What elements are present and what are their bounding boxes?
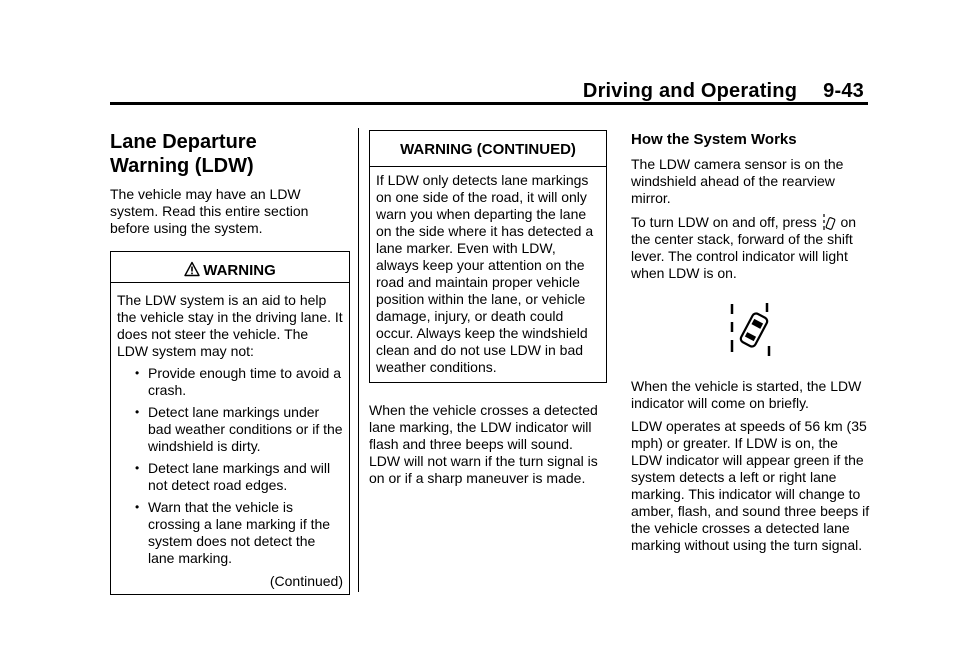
list-item: • Detect lane markings under bad weather conditions or if the windshield is dirty. — [117, 404, 343, 455]
column-middle — [369, 130, 607, 487]
toggle-paragraph — [631, 213, 871, 282]
section-title — [110, 130, 350, 178]
list-item: • Detect lane markings and will not detect road edges. — [117, 460, 343, 494]
startup-paragraph: When the vehicle is started, the LDW indicator will come on briefly. — [631, 378, 862, 411]
column-left — [110, 130, 350, 595]
camera-sensor-paragraph: The LDW camera sensor is on the windshield ahead of the rearview mirror. — [631, 156, 844, 206]
section-title-line1: Lane Departure — [110, 131, 257, 153]
ldw-button-icon — [822, 213, 836, 231]
column-right — [631, 130, 871, 554]
lane-crossing-paragraph: When the vehicle crosses a detected lane marking, the LDW indicator will flash and three beeps will sound. LDW will not warn if the turn signal is on or if a sharp maneuver is made. — [369, 402, 598, 486]
header-section: Driving and Operating — [582, 80, 798, 102]
warning-continued-body: If LDW only detects lane markings on one side of the road, it will only warn you when departing the lane on the side where it has detected a lane marker. Even with LDW, always keep your attention on the road and maintain proper vehicle position within the lane, or vehicle damage, injury, or death could occur. Always keep the windshield clean and do not use LDW in bad weather conditions. — [376, 172, 594, 375]
toggle-text-before: To turn LDW on and off, press — [631, 214, 821, 230]
toggle-text-after: on the center stack, forward of the shift lever. The control indicator will light when LDW is on. — [631, 214, 857, 281]
warning-list — [117, 365, 343, 567]
header-page-number: 9-43 — [823, 80, 864, 102]
warning-triangle-icon — [184, 261, 200, 277]
header-rule — [110, 102, 868, 105]
operation-paragraph: LDW operates at speeds of 56 km (35 mph) or greater. If LDW is on, the LDW indicator will appear green if the system detects a left or right lane marking. This indicator will change to amber, flash, and sound three beeps if the vehicle crosses a detected lane marking without using the turn signal. — [631, 418, 870, 553]
list-item: • Warn that the vehicle is crossing a lane marking if the system does not detect the lane marking. — [117, 499, 343, 567]
warning-header — [111, 252, 349, 283]
warning-text: The LDW system is an aid to help the vehicle stay in the driving lane. It does not steer the vehicle. The LDW system may not: — [117, 292, 343, 359]
subsection-title: How the System Works — [631, 131, 797, 148]
column-divider — [358, 128, 359, 592]
ldw-indicator-icon — [727, 302, 775, 358]
continued-label: (Continued) — [269, 573, 343, 589]
warning-heading: WARNING — [203, 262, 276, 279]
list-item: • Provide enough time to avoid a crash. — [117, 365, 343, 399]
section-title-line2: Warning (LDW) — [110, 155, 254, 177]
warning-box — [110, 251, 350, 595]
warning-continued-header: WARNING (CONTINUED) — [370, 131, 606, 167]
intro-paragraph: The vehicle may have an LDW system. Read this entire section before using the system. — [110, 186, 309, 236]
warning-continued-box — [369, 130, 607, 383]
running-header — [583, 80, 864, 103]
warning-body — [111, 283, 349, 594]
